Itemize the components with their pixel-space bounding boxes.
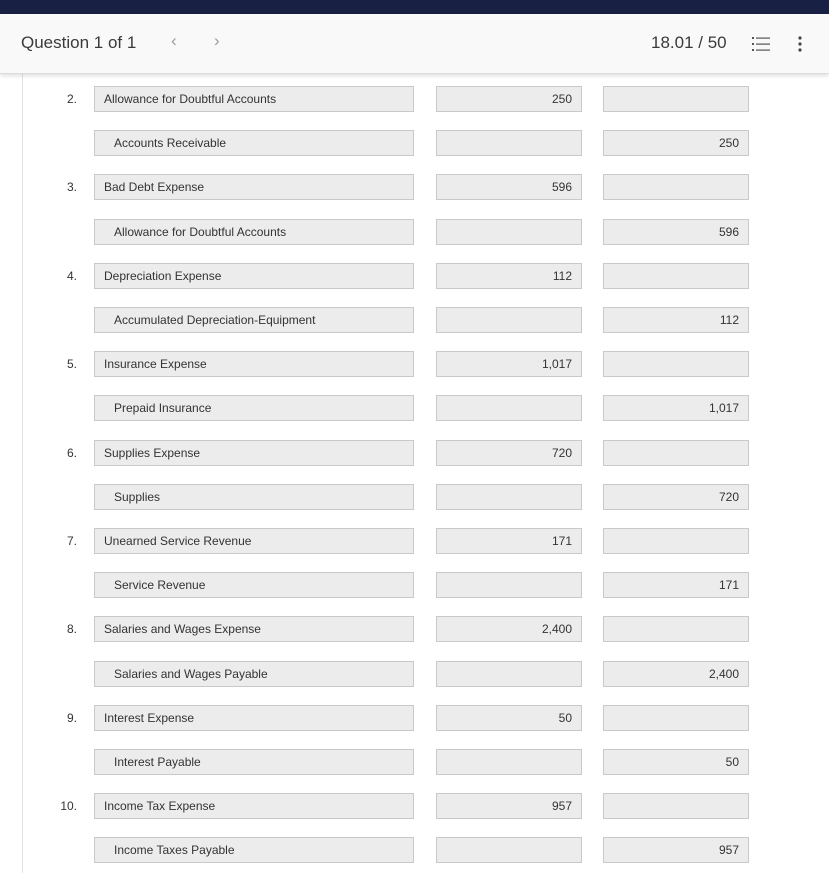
account-title-field[interactable]: Income Taxes Payable bbox=[94, 837, 414, 863]
account-title-field[interactable]: Accounts Receivable bbox=[94, 130, 414, 156]
debit-amount-field[interactable]: 2,400 bbox=[436, 616, 582, 642]
account-title-field[interactable]: Allowance for Doubtful Accounts bbox=[94, 219, 414, 245]
account-title-field[interactable]: Allowance for Doubtful Accounts bbox=[94, 86, 414, 112]
credit-amount-field[interactable]: 171 bbox=[603, 572, 749, 598]
debit-amount-field[interactable] bbox=[436, 837, 582, 863]
credit-amount-field[interactable] bbox=[603, 705, 749, 731]
account-title-field[interactable]: Salaries and Wages Expense bbox=[94, 616, 414, 642]
account-title-field[interactable]: Interest Payable bbox=[94, 749, 414, 775]
entry-number: 10. bbox=[60, 799, 77, 813]
previous-question-button[interactable]: ‹ bbox=[171, 31, 177, 50]
journal-entry-row bbox=[23, 130, 829, 158]
debit-amount-field[interactable] bbox=[436, 749, 582, 775]
debit-amount-field[interactable]: 1,017 bbox=[436, 351, 582, 377]
entry-number: 4. bbox=[66, 269, 77, 283]
next-question-button[interactable]: › bbox=[214, 31, 220, 50]
journal-entry-row bbox=[23, 484, 829, 512]
account-title-field[interactable]: Supplies Expense bbox=[94, 440, 414, 466]
credit-amount-field[interactable] bbox=[603, 528, 749, 554]
debit-amount-field[interactable] bbox=[436, 395, 582, 421]
journal-entry-row bbox=[23, 572, 829, 600]
credit-amount-field[interactable]: 720 bbox=[603, 484, 749, 510]
debit-amount-field[interactable]: 720 bbox=[436, 440, 582, 466]
score-display: 18.01 / 50 bbox=[651, 33, 727, 52]
list-icon[interactable] bbox=[752, 36, 770, 52]
debit-amount-field[interactable]: 250 bbox=[436, 86, 582, 112]
entry-number: 5. bbox=[66, 357, 77, 371]
account-title-field[interactable]: Depreciation Expense bbox=[94, 263, 414, 289]
credit-amount-field[interactable] bbox=[603, 440, 749, 466]
debit-amount-field[interactable] bbox=[436, 307, 582, 333]
credit-amount-field[interactable]: 2,400 bbox=[603, 661, 749, 687]
journal-entry-row bbox=[23, 307, 829, 335]
entry-number: 9. bbox=[66, 711, 77, 725]
debit-amount-field[interactable]: 50 bbox=[436, 705, 582, 731]
debit-amount-field[interactable]: 596 bbox=[436, 174, 582, 200]
account-title-field[interactable]: Interest Expense bbox=[94, 705, 414, 731]
top-band bbox=[0, 0, 829, 14]
credit-amount-field[interactable]: 596 bbox=[603, 219, 749, 245]
entry-number: 3. bbox=[66, 180, 77, 194]
question-counter: Question 1 of 1 bbox=[21, 33, 137, 52]
account-title-field[interactable]: Supplies bbox=[94, 484, 414, 510]
journal-entry-row bbox=[23, 705, 829, 733]
debit-amount-field[interactable] bbox=[436, 572, 582, 598]
debit-amount-field[interactable]: 112 bbox=[436, 263, 582, 289]
credit-amount-field[interactable]: 250 bbox=[603, 130, 749, 156]
journal-entry-row bbox=[23, 86, 829, 114]
credit-amount-field[interactable]: 957 bbox=[603, 837, 749, 863]
credit-amount-field[interactable] bbox=[603, 86, 749, 112]
account-title-field[interactable]: Accumulated Depreciation-Equipment bbox=[94, 307, 414, 333]
journal-entry-row bbox=[23, 351, 829, 379]
debit-amount-field[interactable] bbox=[436, 484, 582, 510]
entry-number: 8. bbox=[66, 622, 77, 636]
journal-entry-row bbox=[23, 528, 829, 556]
journal-entry-row bbox=[23, 837, 829, 865]
journal-entry-row bbox=[23, 793, 829, 821]
journal-entry-row bbox=[23, 174, 829, 202]
account-title-field[interactable]: Bad Debt Expense bbox=[94, 174, 414, 200]
credit-amount-field[interactable] bbox=[603, 263, 749, 289]
entry-number: 6. bbox=[66, 446, 77, 460]
credit-amount-field[interactable] bbox=[603, 174, 749, 200]
credit-amount-field[interactable] bbox=[603, 616, 749, 642]
account-title-field[interactable]: Income Tax Expense bbox=[94, 793, 414, 819]
account-title-field[interactable]: Service Revenue bbox=[94, 572, 414, 598]
journal-entry-row bbox=[23, 616, 829, 644]
question-header bbox=[0, 14, 829, 74]
journal-entry-row bbox=[23, 661, 829, 689]
more-vertical-icon[interactable] bbox=[797, 36, 803, 52]
debit-amount-field[interactable]: 171 bbox=[436, 528, 582, 554]
journal-entry-row bbox=[23, 219, 829, 247]
entry-number: 2. bbox=[66, 92, 77, 106]
credit-amount-field[interactable]: 50 bbox=[603, 749, 749, 775]
journal-entry-row bbox=[23, 749, 829, 777]
entry-number: 7. bbox=[66, 534, 77, 548]
debit-amount-field[interactable]: 957 bbox=[436, 793, 582, 819]
journal-entry-row bbox=[23, 440, 829, 468]
account-title-field[interactable]: Salaries and Wages Payable bbox=[94, 661, 414, 687]
journal-entry-row bbox=[23, 263, 829, 291]
journal-entries-panel bbox=[22, 73, 829, 873]
journal-entry-row bbox=[23, 395, 829, 423]
debit-amount-field[interactable] bbox=[436, 661, 582, 687]
credit-amount-field[interactable]: 112 bbox=[603, 307, 749, 333]
account-title-field[interactable]: Insurance Expense bbox=[94, 351, 414, 377]
debit-amount-field[interactable] bbox=[436, 219, 582, 245]
account-title-field[interactable]: Unearned Service Revenue bbox=[94, 528, 414, 554]
account-title-field[interactable]: Prepaid Insurance bbox=[94, 395, 414, 421]
debit-amount-field[interactable] bbox=[436, 130, 582, 156]
credit-amount-field[interactable]: 1,017 bbox=[603, 395, 749, 421]
credit-amount-field[interactable] bbox=[603, 351, 749, 377]
credit-amount-field[interactable] bbox=[603, 793, 749, 819]
